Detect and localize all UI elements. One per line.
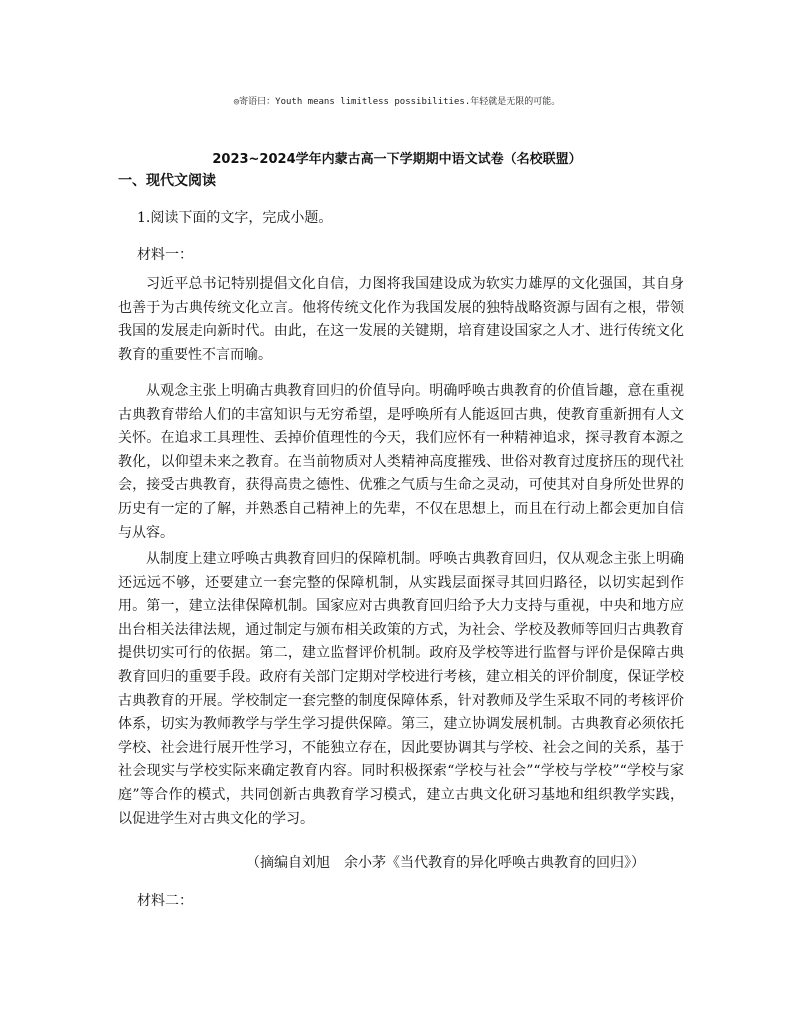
section-heading: 一、现代文阅读 xyxy=(118,173,216,189)
paragraph-1: 习近平总书记特别提倡文化自信，力图将我国建设成为软实力雄厚的文化强国，其自身也善于为古典传统文化立言。他将传统文化作为我国发展的独特战略资源与固有之根，带领我国的发展走向新时代。由此，在这一发展的关键期，培育建设国家之人才、进行传统文化教育的重要性不言而喻。 xyxy=(118,276,684,363)
material-one-label: 材料一： xyxy=(137,247,193,263)
paragraph-2: 从观念主张上明确古典教育回归的价值导向。明确呼唤古典教育的价值旨趣，意在重视古典教育带给人们的丰富知识与无穷希望，是呼唤所有人能返回古典，使教育重新拥有人文关怀。在追求工具理性、丢掉价值理性的今天，我们应怀有一种精神追求，探寻教育本源之教化，以仰望未来之教育。在当前物质对人类精神高度摧残、世俗对教育过度挤压的现代社会，接受古典教育，获得高贵之德性、优雅之气质与生命之灵动，可使其对自身所处世界的历史有一定的了解，并熟悉自己精神上的先辈，不仅在思想上，而且在行动上都会更加自信与从容。 xyxy=(118,383,684,541)
document-title: 2023~2024学年内蒙古高一下学期期中语文试卷（名校联盟） xyxy=(212,152,582,167)
material-two-label: 材料二： xyxy=(137,893,193,909)
paragraph-3: 从制度上建立呼唤古典教育回归的保障机制。呼唤古典教育回归，仅从观念主张上明确还远远不够，还要建立一套完整的保障机制，从实践层面探寻其回归路径，以切实起到作用。第一，建立法律保障机制。国家应对古典教育回归给予大力支持与重视，中央和地方应出台相关法律法规，通过制定与颁布相关政策的方式，为社会、学校及教师等回归古典教育提供切实可行的依据。第二，建立监督评价机制。政府及学校等进行监督与评价是保障古典教育回归的重要手段。政府有关部门定期对学校进行考核，建立相关的评价制度，保证学校古典教育的开展。学校制定一套完整的制度保障体系，针对教师及学生采取不同的考核评价体系，切实为教师教学与学生学习提供保障。第三，建立协调发展机制。古典教育必须依托学校、社会进行展开性学习，不能独立存在，因此要协调其与学校、社会之间的关系，基于社会现实与学校实际来确定教育内容。同时积极探索“学校与社会”“学校与学校”“学校与家庭”等合作的模式，共同创新古典教育学习模式，建立古典文化研习基地和组织教学实践，以促进学生对古典文化的学习。 xyxy=(118,551,684,827)
question-instruction: 1.阅读下面的文字，完成小题。 xyxy=(137,210,333,226)
source-citation: （摘编自刘旭 余小茅《当代教育的异化呼唤古典教育的回归》） xyxy=(246,855,645,871)
header-quote: ◎寄语曰：Youth means limitless possibilities.年轻就是无限的可能。 xyxy=(233,97,561,107)
